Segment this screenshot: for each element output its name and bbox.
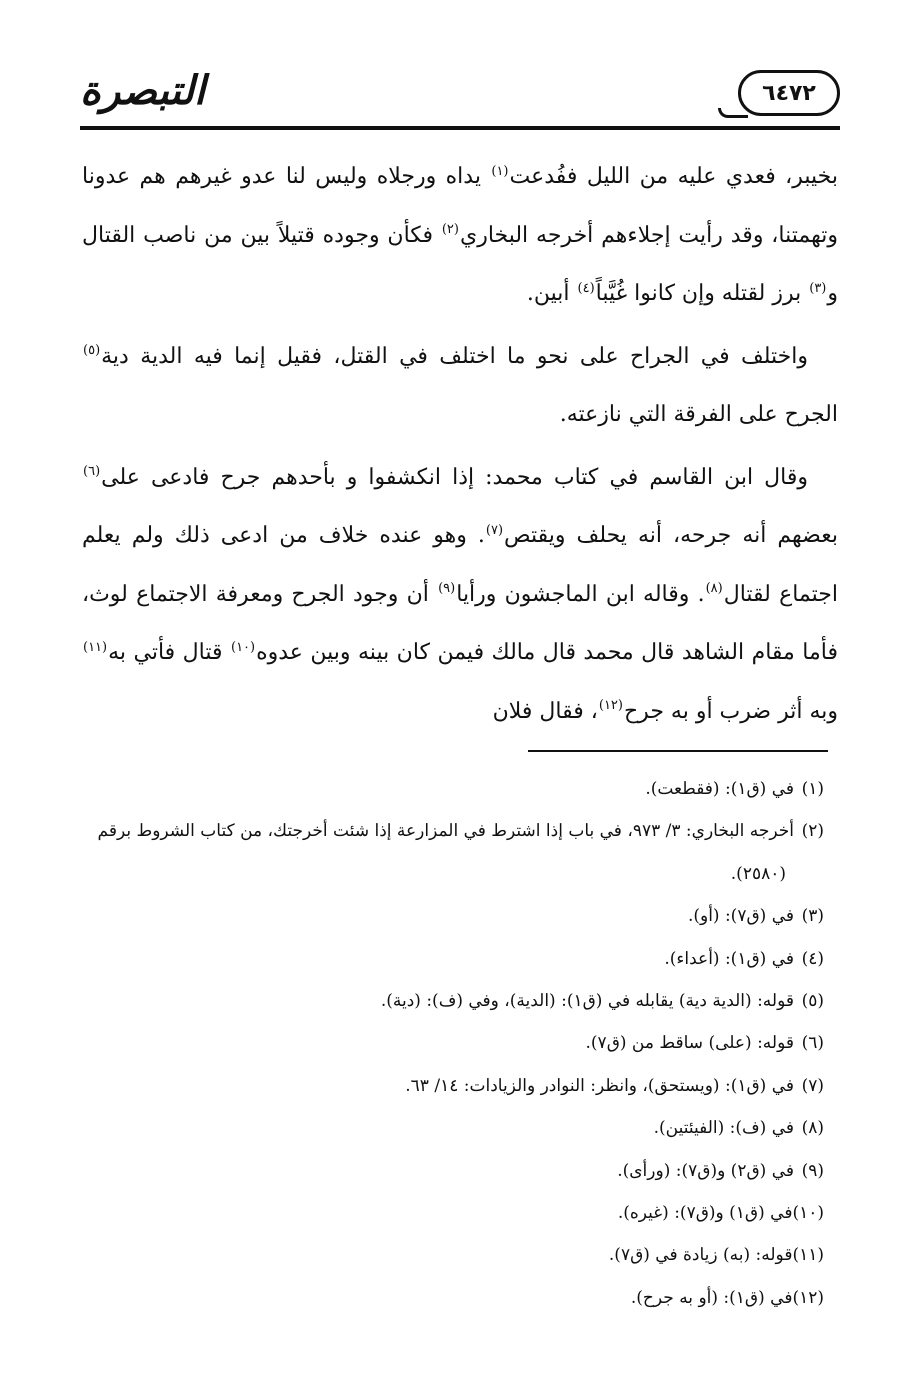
footnote-text: في (ق١): (أو به جرح). bbox=[630, 1287, 793, 1308]
footnote-text: في (ق١) و(ق٧): (غيره). bbox=[617, 1203, 793, 1224]
footnote-text: في (ق١): (ويستحق)، وانظر: النوادر والزيادات: ١٤/ ٦٣. bbox=[405, 1075, 794, 1096]
footnote-number: (٩) bbox=[801, 1160, 824, 1181]
footnote-reference: (٥) bbox=[83, 343, 101, 359]
footnote-number: (٣) bbox=[801, 906, 824, 927]
footnote-number: (٤) bbox=[801, 948, 824, 969]
footnote-text: في (ق٧): (أو). bbox=[687, 906, 794, 927]
footnote-text: أخرجه البخاري: ٣/ ٩٧٣، في باب إذا اشترط في المزارعة إذا شئت أخرجتك، من كتاب الشروط برقم (٢٥٨٠). bbox=[97, 821, 794, 884]
footnote-text: قوله: (به) زيادة في (ق٧). bbox=[608, 1245, 793, 1266]
footnote-text: قوله: (الدية دية) يقابله في (ق١): (الدية)، وفي (ف): (دية). bbox=[380, 991, 794, 1012]
page-number-badge bbox=[738, 70, 840, 116]
text-run: يداه ورجلاه وليس لنا عدو غيرهم هم عدونا وتهمتنا، وقد رأيت إجلاءهم أخرجه البخاري bbox=[82, 164, 838, 248]
footnote-number: (١١) bbox=[792, 1245, 824, 1266]
footnotes-section bbox=[82, 768, 824, 1319]
body-paragraph bbox=[82, 148, 838, 324]
text-run: . وهو عنده خلاف من ادعى ذلك ولم يعلم اجتماع لقتال bbox=[82, 523, 838, 607]
text-run: الجرح على الفرقة التي نازعته. bbox=[559, 402, 838, 427]
footnote-text: في (ق١): (أعداء). bbox=[664, 948, 794, 969]
footnote-number: (٦) bbox=[801, 1033, 824, 1054]
footnote-number: (٢) bbox=[801, 821, 824, 842]
footnote-number: (٨) bbox=[801, 1118, 824, 1139]
footnote bbox=[82, 810, 824, 895]
header-rule bbox=[80, 126, 840, 130]
footnote-reference: (١٢) bbox=[598, 698, 623, 714]
text-run: واختلف في الجراح على نحو ما اختلف في القتل، فقيل إنما فيه الدية دية bbox=[101, 343, 808, 369]
footnote bbox=[82, 1065, 824, 1107]
main-text bbox=[82, 148, 838, 741]
footnote-separator bbox=[528, 750, 828, 752]
footnote bbox=[82, 1234, 824, 1276]
text-run: أبين. bbox=[526, 281, 577, 306]
body-paragraph bbox=[82, 328, 838, 445]
footnote-number: (١٢) bbox=[792, 1287, 824, 1308]
body-paragraph bbox=[82, 449, 838, 742]
footnote-reference: (٣) bbox=[809, 280, 827, 296]
footnote-number: (٥) bbox=[801, 991, 824, 1012]
footnote-reference: (٤) bbox=[577, 280, 595, 296]
text-run: ، فقال فلان bbox=[492, 698, 598, 724]
footnote-reference: (٢) bbox=[441, 222, 459, 238]
footnote-text: في (ف): (الفيئتين). bbox=[653, 1118, 794, 1139]
text-run: وقال ابن القاسم في كتاب محمد: إذا انكشفوا و بأحدهم جرح فادعى على bbox=[101, 464, 808, 490]
footnote bbox=[82, 1150, 824, 1192]
footnote-reference: (١٠) bbox=[230, 639, 256, 655]
page-number: ٦٤٧٢ bbox=[762, 80, 816, 106]
text-run: . وقاله ابن الماجشون ورأيا bbox=[456, 581, 705, 607]
running-title: التبصرة bbox=[80, 67, 206, 114]
footnote bbox=[82, 938, 824, 980]
footnote-text: قوله: (على) ساقط من (ق٧). bbox=[585, 1033, 794, 1054]
footnote bbox=[82, 1192, 824, 1234]
footnote-reference: (١١) bbox=[83, 639, 108, 655]
footnote bbox=[82, 1107, 824, 1149]
footnote-reference: (٩) bbox=[438, 581, 456, 597]
text-run: برز لقتله وإن كانوا غُيَّباً bbox=[595, 281, 809, 306]
footnote bbox=[82, 1277, 824, 1319]
text-run: أن وجود الجرح ومعرفة الاجتماع لوث، فأما مقام الشاهد قال محمد قال مالك فيمن كان بينه وبين عدوه bbox=[82, 581, 839, 665]
footnote-text: في (ق١): (فقطعت). bbox=[645, 779, 794, 799]
text-run: وبه أثر ضرب أو به جرح bbox=[623, 698, 838, 724]
footnote bbox=[82, 1022, 824, 1064]
footnote bbox=[82, 895, 824, 937]
footnote bbox=[82, 980, 824, 1022]
footnote-number: (١٠) bbox=[792, 1203, 824, 1224]
badge-ornament bbox=[718, 108, 748, 118]
page-header bbox=[80, 60, 840, 130]
text-run: فكأن وجوده قتيلاً بين من ناصب القتال و bbox=[82, 222, 838, 306]
text-run: بخيبر، فعدي عليه من الليل ففُدعت bbox=[509, 164, 838, 189]
footnote-number: (٧) bbox=[801, 1075, 824, 1096]
text-run: بعضهم أنه جرحه، أنه يحلف ويقتص bbox=[504, 523, 838, 548]
footnote-reference: (٦) bbox=[83, 464, 101, 480]
footnote-reference: (٧) bbox=[485, 522, 504, 538]
footnote-reference: (٨) bbox=[705, 581, 723, 597]
footnote-number: (١) bbox=[801, 779, 824, 799]
footnote bbox=[82, 768, 824, 810]
footnote-reference: (١) bbox=[491, 163, 509, 179]
text-run: قتال فأتي به bbox=[108, 640, 230, 665]
footnote-text: في (ق٢) و(ق٧): (ورأى). bbox=[617, 1160, 794, 1181]
